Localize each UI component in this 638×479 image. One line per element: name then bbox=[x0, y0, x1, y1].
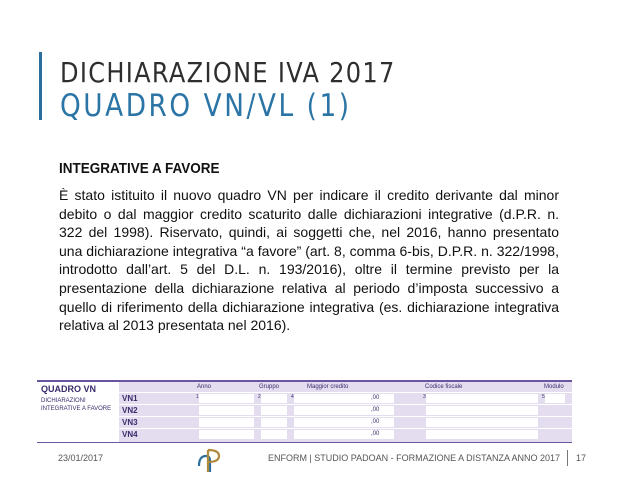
cents-label: ,00 bbox=[371, 431, 380, 437]
form-grid bbox=[119, 382, 572, 442]
quadro-vn-form bbox=[37, 380, 572, 443]
gruppo-field[interactable] bbox=[261, 430, 287, 439]
section-body: È stato istituito il nuovo quadro VN per indicare il credito derivante dal minor debito o dal maggior credito scaturito dalle dichiarazioni integrative (d.P.R. n. 322 del 1998). Riservato, quindi, ai soggetti che, nel 2016, hanno presentato una dichiarazione integrativa “a favore” (art. 8, comma 6-bis, D.P.R. n. 322/1998, introdotto dall’art. 5 del D.L. n. 193/2016), oltre il termine previsto per la presentazione della dichiarazione relativa al periodo d’imposta successivo a quello di riferimento della dichiarazione integrativa (es. dichiarazione integrativa relativa al 2013 presentata nel 2016). bbox=[59, 187, 559, 334]
form-label-area bbox=[37, 382, 119, 442]
codice-fiscale-field[interactable] bbox=[426, 430, 538, 439]
cents-label: ,00 bbox=[371, 407, 380, 413]
header-maggior-credito: Maggior credito bbox=[307, 384, 349, 390]
page-number: 17 bbox=[575, 453, 586, 463]
gruppo-field[interactable] bbox=[261, 394, 287, 403]
cell-number: 4 bbox=[291, 394, 294, 400]
studio-padoan-logo bbox=[196, 446, 222, 474]
form-title: QUADRO VN bbox=[41, 384, 97, 394]
anno-field[interactable] bbox=[199, 406, 254, 415]
gruppo-field[interactable] bbox=[261, 406, 287, 415]
slide-title: DICHIARAZIONE IVA 2017 bbox=[60, 56, 396, 89]
form-subtitle: DICHIARAZIONI INTEGRATIVE A FAVORE bbox=[41, 398, 112, 412]
row-label: VN4 bbox=[122, 430, 138, 439]
cell-number: 1 bbox=[196, 394, 199, 400]
anno-field[interactable] bbox=[199, 394, 254, 403]
anno-field[interactable] bbox=[199, 430, 254, 439]
codice-fiscale-field[interactable] bbox=[426, 418, 538, 427]
modulo-field[interactable] bbox=[545, 394, 565, 403]
footer-divider bbox=[567, 450, 568, 466]
footer-text: ENFORM | STUDIO PADOAN - FORMAZIONE A DISTANZA ANNO 2017 bbox=[267, 453, 560, 463]
row-label: VN2 bbox=[122, 406, 138, 415]
codice-fiscale-field[interactable] bbox=[426, 394, 538, 403]
codice-fiscale-field[interactable] bbox=[426, 406, 538, 415]
header-anno: Anno bbox=[197, 384, 212, 390]
cents-label: ,00 bbox=[371, 395, 380, 401]
form-row-vn4 bbox=[119, 428, 572, 441]
slide-subtitle: QUADRO VN/VL (1) bbox=[60, 88, 352, 124]
title-accent-bar bbox=[39, 52, 42, 120]
header-codice-fiscale: Codice fiscale bbox=[425, 384, 463, 390]
header-gruppo: Gruppo bbox=[259, 384, 280, 390]
section-heading: INTEGRATIVE A FAVORE bbox=[59, 160, 220, 177]
row-label: VN3 bbox=[122, 418, 138, 427]
header-modulo: Modulo bbox=[544, 384, 564, 390]
gruppo-field[interactable] bbox=[261, 418, 287, 427]
cell-number: 5 bbox=[542, 394, 545, 400]
footer-date: 23/01/2017 bbox=[58, 453, 104, 463]
cell-number: 2 bbox=[258, 394, 261, 400]
row-label: VN1 bbox=[122, 394, 138, 403]
cents-label: ,00 bbox=[371, 419, 380, 425]
anno-field[interactable] bbox=[199, 418, 254, 427]
cell-number: 3 bbox=[423, 394, 426, 400]
